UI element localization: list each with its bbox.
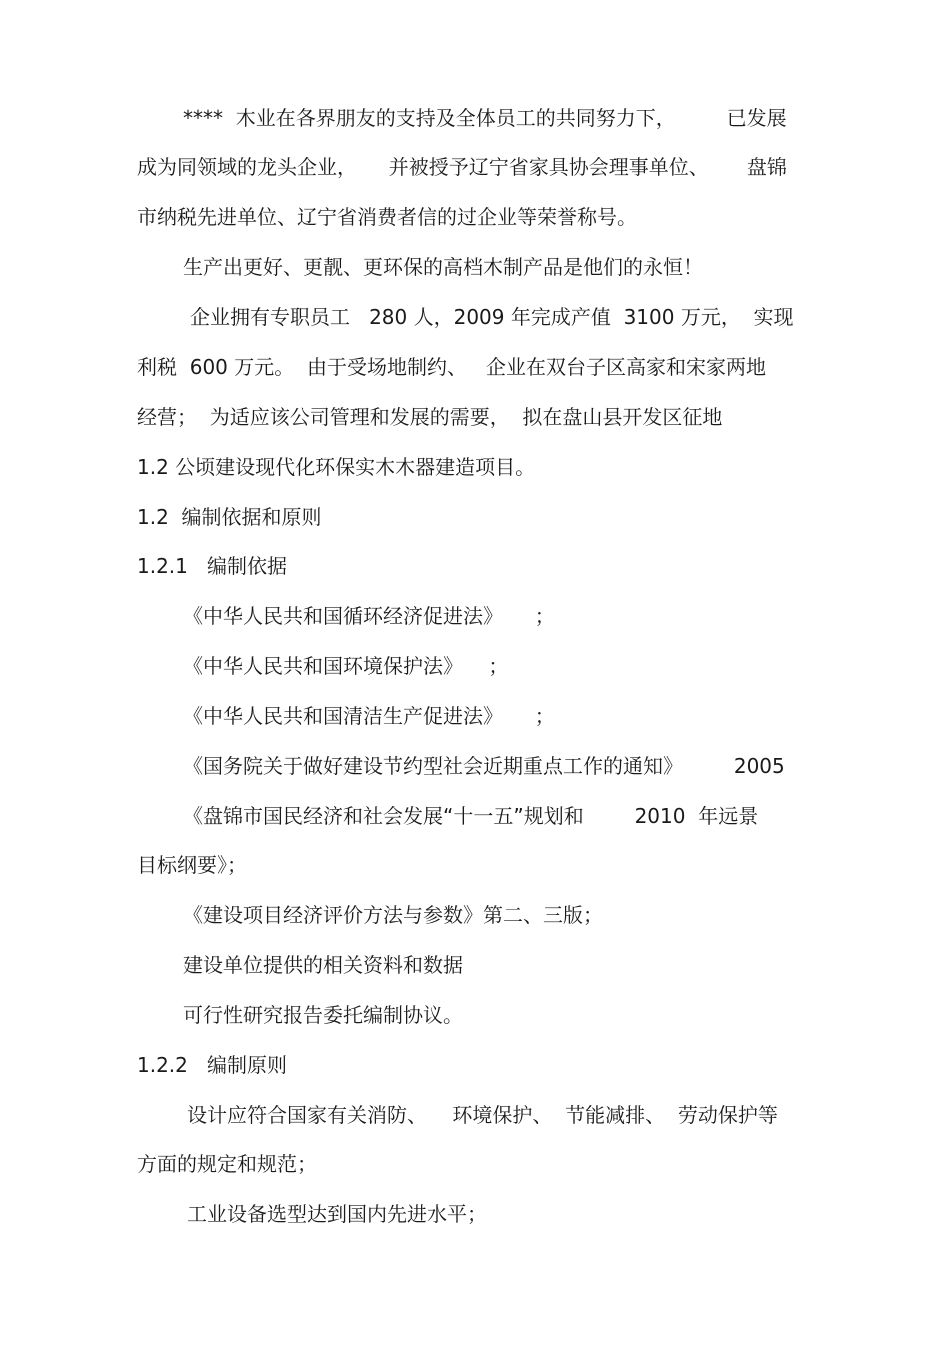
para-intro-line-2: 成为同领域的龙头企业， 并被授予辽宁省家具协会理事单位、 盘锦	[137, 155, 787, 179]
basis-item-7: 建设单位提供的相关资料和数据	[183, 953, 463, 977]
section-heading-1-2-1: 1.2.1 编制依据	[137, 554, 287, 578]
para-intro-line-3: 市纳税先进单位、辽宁省消费者信的过企业等荣誉称号。	[137, 205, 637, 229]
para-staff-line-4: 1.2 公顷建设现代化环保实木木器建造项目。	[137, 455, 536, 479]
para-intro-line-1: **** 木业在各界朋友的支持及全体员工的共同努力下， 已发展	[183, 106, 787, 130]
para-staff-line-3: 经营； 为适应该公司管理和发展的需要， 拟在盘山县开发区征地	[137, 405, 723, 429]
basis-item-2: 《中华人民共和国环境保护法》 ；	[183, 654, 509, 678]
principle-item-1-line-2: 方面的规定和规范；	[137, 1152, 317, 1176]
basis-item-6: 《建设项目经济评价方法与参数》第二、三版；	[183, 903, 603, 927]
para-staff-line-2: 利税 600 万元。 由于受场地制约、 企业在双台子区高家和宋家两地	[137, 355, 767, 379]
basis-item-5-line-2: 目标纲要》；	[137, 853, 247, 877]
principle-item-2: 工业设备选型达到国内先进水平；	[187, 1202, 487, 1226]
basis-item-8: 可行性研究报告委托编制协议。	[183, 1003, 463, 1027]
para-staff-line-1: 企业拥有专职员工 280 人，2009 年完成产值 3100 万元， 实现	[190, 305, 794, 329]
principle-item-1-line-1: 设计应符合国家有关消防、 环境保护、 节能减排、 劳动保护等	[187, 1103, 778, 1127]
section-heading-1-2: 1.2 编制依据和原则	[137, 505, 322, 529]
section-heading-1-2-2: 1.2.2 编制原则	[137, 1053, 287, 1077]
basis-item-1: 《中华人民共和国循环经济促进法》 ；	[183, 604, 555, 628]
basis-item-4: 《国务院关于做好建设节约型社会近期重点工作的通知》 2005	[183, 754, 785, 778]
para-product-line: 生产出更好、更靓、更环保的高档木制产品是他们的永恒！	[183, 255, 703, 279]
basis-item-3: 《中华人民共和国清洁生产促进法》 ；	[183, 704, 555, 728]
basis-item-5-line-1: 《盘锦市国民经济和社会发展“十一五”规划和 2010 年远景	[183, 804, 759, 828]
